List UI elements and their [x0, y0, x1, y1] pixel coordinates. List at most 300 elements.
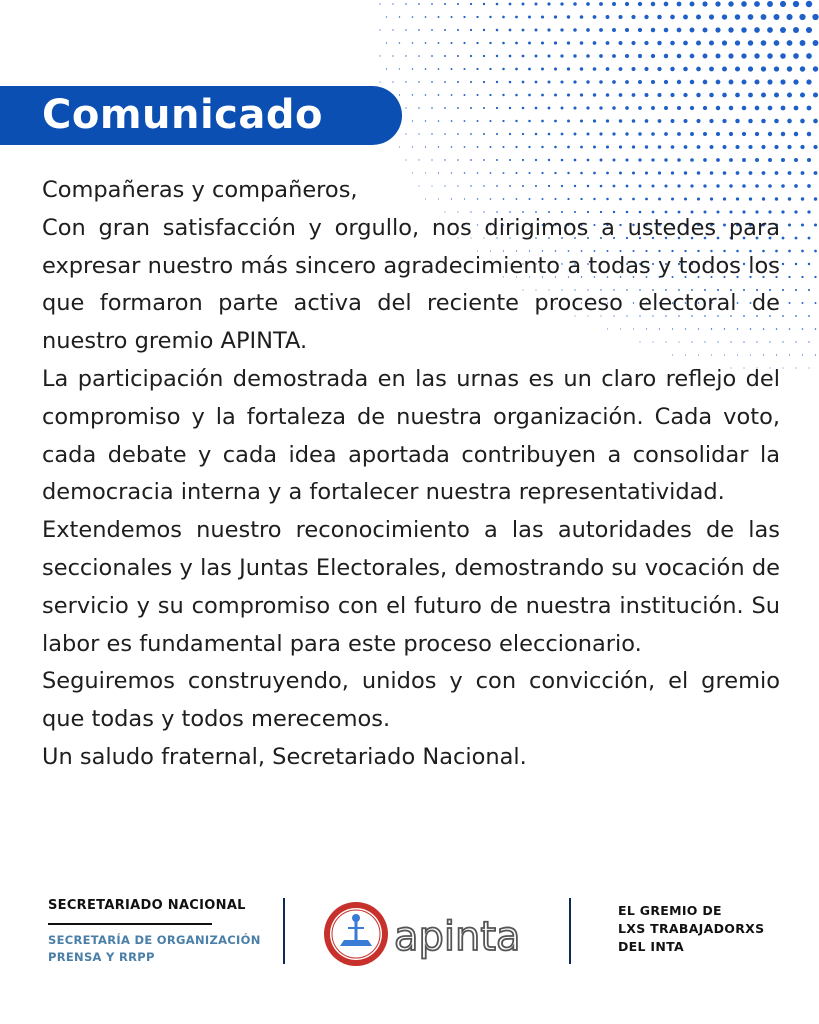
footer	[0, 880, 819, 990]
halftone-dot	[548, 107, 551, 110]
halftone-dot	[690, 54, 695, 59]
halftone-dot	[412, 120, 413, 121]
halftone-dot	[619, 67, 623, 71]
halftone-dot	[638, 132, 642, 136]
halftone-dot	[444, 107, 446, 109]
halftone-dot	[632, 119, 636, 123]
halftone-dot	[806, 27, 812, 33]
halftone-dot	[438, 68, 440, 70]
halftone-dot	[574, 159, 577, 162]
halftone-dot	[703, 80, 708, 85]
halftone-dot	[670, 67, 674, 71]
halftone-dot	[399, 42, 400, 43]
halftone-dot	[748, 14, 754, 20]
halftone-dot	[625, 2, 629, 6]
halftone-dot	[425, 68, 427, 70]
halftone-dot	[788, 223, 791, 226]
halftone-dot	[425, 94, 427, 96]
halftone-dot	[658, 119, 662, 123]
halftone-dot	[781, 210, 784, 213]
halftone-dot	[761, 145, 765, 149]
halftone-dot	[457, 55, 459, 57]
halftone-dot	[528, 146, 530, 148]
halftone-dot	[709, 14, 714, 19]
halftone-dot	[379, 29, 380, 30]
halftone-dot	[677, 132, 681, 136]
halftone-dot	[748, 40, 753, 45]
halftone-dot	[664, 132, 668, 136]
halftone-dot	[509, 55, 512, 58]
halftone-dot	[548, 81, 551, 84]
halftone-dot	[767, 79, 772, 84]
halftone-dot	[809, 368, 810, 369]
halftone-dot	[535, 81, 538, 84]
halftone-dot	[801, 250, 804, 253]
halftone-dot	[786, 14, 792, 20]
halftone-dot	[431, 159, 432, 160]
halftone-dot	[477, 120, 479, 122]
halftone-dot	[801, 276, 803, 278]
halftone-dot	[451, 94, 453, 96]
halftone-dot	[722, 40, 727, 45]
halftone-dot	[742, 158, 746, 162]
halftone-dot	[496, 55, 498, 57]
halftone-dot	[534, 28, 537, 31]
halftone-dot	[528, 68, 531, 71]
halftone-dot	[716, 80, 721, 85]
halftone-dot	[483, 55, 485, 57]
halftone-dot	[515, 68, 518, 71]
halftone-dot	[801, 197, 804, 200]
halftone-dot	[813, 66, 818, 71]
halftone-dot	[722, 119, 726, 123]
halftone-dot	[754, 27, 760, 33]
halftone-dot	[593, 119, 596, 122]
halftone-dot	[405, 133, 406, 134]
halftone-dot	[502, 120, 504, 122]
halftone-dot	[418, 55, 420, 57]
halftone-dot	[645, 93, 649, 97]
halftone-dot	[677, 2, 682, 7]
halftone-dot	[795, 315, 797, 317]
halftone-dot	[561, 159, 564, 162]
halftone-dot	[483, 133, 485, 135]
halftone-dot	[729, 132, 733, 136]
halftone-dot	[651, 80, 655, 84]
salutation: Compañeras y compañeros,	[42, 177, 358, 203]
halftone-dot	[573, 106, 576, 109]
halftone-dot	[457, 3, 459, 5]
halftone-dot	[573, 54, 576, 57]
halftone-dot	[522, 29, 525, 32]
halftone-dot	[808, 263, 810, 265]
halftone-dot	[386, 68, 387, 69]
halftone-dot	[755, 106, 760, 111]
halftone-dot	[709, 93, 714, 98]
halftone-dot	[612, 132, 615, 135]
halftone-dot	[709, 40, 714, 45]
halftone-dot	[392, 55, 393, 56]
halftone-dot	[405, 3, 407, 5]
halftone-dot	[677, 106, 681, 110]
halftone-dot	[522, 3, 525, 6]
halftone-dot	[464, 94, 466, 96]
halftone-dot	[774, 93, 779, 98]
halftone-dot	[789, 354, 790, 355]
halftone-dot	[761, 93, 766, 98]
halftone-dot	[451, 68, 453, 70]
halftone-dot	[664, 28, 669, 33]
halftone-dot	[535, 55, 538, 58]
halftone-dot	[528, 16, 531, 19]
halftone-dot	[554, 94, 557, 97]
halftone-dot	[625, 28, 629, 32]
halftone-dot	[625, 106, 629, 110]
halftone-dot	[470, 3, 472, 5]
halftone-dot	[612, 28, 616, 32]
paragraph-commitment: Seguiremos construyendo, unidos y con convicción, el gremio que todas y todos merecemos.	[42, 668, 780, 733]
halftone-dot	[496, 81, 498, 83]
footer-left-subtitle-1: SECRETARÍA DE ORGANIZACIÓN	[48, 933, 261, 947]
halftone-dot	[560, 54, 563, 57]
halftone-dot	[808, 289, 810, 291]
halftone-dot	[567, 41, 570, 44]
halftone-dot	[470, 29, 472, 31]
halftone-dot	[515, 94, 518, 97]
halftone-dot	[728, 1, 733, 6]
halftone-dot	[813, 119, 818, 124]
halftone-dot	[788, 171, 792, 175]
halftone-dot	[632, 93, 636, 97]
halftone-dot	[799, 14, 805, 20]
halftone-dot	[418, 133, 419, 134]
halftone-dot	[794, 158, 798, 162]
halftone-dot	[782, 341, 783, 342]
halftone-dot	[658, 145, 662, 149]
title-banner	[0, 86, 402, 145]
halftone-dot	[586, 80, 589, 83]
halftone-dot	[496, 29, 499, 32]
paragraph-recognition: Extendemos nuestro reconocimiento a las autoridades de las seccionales y las Juntas Electorales, demostrando su vocación de servicio y su compromiso con el futuro de nuestra institución. Su labor es fundamental para este proceso eleccionario.	[42, 517, 780, 657]
halftone-dot	[392, 29, 393, 30]
halftone-dot	[644, 67, 648, 71]
halftone-dot	[489, 16, 491, 18]
halftone-dot	[496, 107, 498, 109]
halftone-dot	[795, 237, 798, 240]
halftone-dot	[612, 2, 616, 6]
halftone-dot	[702, 1, 707, 6]
halftone-dot	[800, 66, 805, 71]
halftone-dot	[709, 119, 713, 123]
halftone-dot	[761, 14, 767, 20]
halftone-dot	[535, 133, 538, 136]
halftone-dot	[806, 1, 812, 7]
halftone-dot	[782, 237, 785, 240]
halftone-dot	[716, 106, 720, 110]
logo-wordmark: apinta	[394, 914, 521, 960]
halftone-dot	[670, 93, 674, 97]
halftone-dot	[457, 133, 459, 135]
halftone-dot	[748, 66, 753, 71]
halftone-dot	[580, 15, 584, 19]
halftone-dot	[795, 263, 797, 265]
halftone-dot	[489, 120, 491, 122]
halftone-dot	[795, 341, 796, 342]
halftone-dot	[509, 107, 511, 109]
halftone-dot	[755, 158, 759, 162]
halftone-dot	[709, 67, 714, 72]
halftone-dot	[457, 159, 459, 161]
halftone-dot	[735, 119, 739, 123]
halftone-dot	[567, 120, 570, 123]
halftone-dot	[677, 54, 682, 59]
halftone-dot	[664, 80, 668, 84]
halftone-dot	[638, 54, 642, 58]
halftone-dot	[587, 159, 590, 162]
halftone-dot	[392, 81, 393, 82]
halftone-dot	[599, 132, 602, 135]
halftone-dot	[741, 1, 747, 7]
halftone-dot	[789, 302, 791, 304]
halftone-dot	[567, 93, 570, 96]
halftone-dot	[814, 197, 817, 200]
halftone-dot	[754, 79, 759, 84]
halftone-dot	[761, 119, 766, 124]
halftone-dot	[783, 368, 784, 369]
halftone-dot	[774, 66, 779, 71]
halftone-dot	[619, 119, 622, 122]
halftone-dot	[406, 160, 407, 161]
halftone-dot	[573, 28, 576, 31]
halftone-dot	[567, 67, 570, 70]
halftone-dot	[788, 197, 791, 200]
halftone-dot	[768, 158, 772, 162]
halftone-dot	[463, 16, 465, 18]
halftone-dot	[606, 67, 610, 71]
halftone-dot	[463, 42, 465, 44]
halftone-dot	[561, 107, 564, 110]
halftone-dot	[431, 107, 433, 109]
halftone-dot	[780, 27, 786, 33]
halftone-dot	[522, 159, 524, 161]
halftone-dot	[670, 41, 675, 46]
halftone-dot	[683, 93, 687, 97]
halftone-dot	[464, 120, 466, 122]
halftone-dot	[696, 93, 700, 97]
halftone-dot	[509, 133, 511, 135]
halftone-dot	[580, 119, 583, 122]
halftone-dot	[657, 67, 661, 71]
halftone-dot	[418, 29, 420, 31]
halftone-dot	[464, 146, 466, 148]
halftone-dot	[586, 28, 590, 32]
halftone-dot	[696, 14, 701, 19]
halftone-dot	[788, 276, 790, 278]
halftone-dot	[451, 120, 453, 122]
halftone-dot	[425, 42, 427, 44]
halftone-dot	[728, 27, 733, 32]
halftone-dot	[515, 16, 518, 19]
halftone-dot	[586, 54, 590, 58]
halftone-dot	[638, 2, 642, 6]
halftone-dot	[593, 93, 596, 96]
halftone-dot	[444, 81, 446, 83]
halftone-dot	[815, 302, 817, 304]
halftone-dot	[671, 145, 675, 149]
halftone-dot	[677, 28, 682, 33]
halftone-dot	[781, 158, 785, 162]
halftone-dot	[438, 16, 440, 18]
halftone-dot	[522, 107, 525, 110]
halftone-dot	[683, 119, 687, 123]
halftone-dot	[599, 80, 603, 84]
halftone-dot	[528, 94, 531, 97]
halftone-dot	[793, 27, 799, 33]
halftone-dot	[782, 263, 784, 265]
footer-left-title: SECRETARIADO NACIONAL	[48, 898, 246, 913]
halftone-dot	[748, 93, 753, 98]
halftone-dot	[405, 29, 407, 31]
halftone-dot	[638, 80, 642, 84]
halftone-dot	[483, 159, 485, 161]
halftone-dot	[509, 29, 512, 32]
halftone-dot	[802, 354, 803, 355]
halftone-dot	[754, 53, 759, 58]
halftone-dot	[379, 55, 380, 56]
halftone-dot	[795, 289, 797, 291]
halftone-dot	[735, 145, 739, 149]
halftone-dot	[716, 158, 720, 162]
halftone-dot	[748, 119, 752, 123]
halftone-dot	[696, 119, 700, 123]
halftone-dot	[522, 133, 524, 135]
halftone-dot	[405, 107, 406, 108]
halftone-dot	[399, 146, 400, 147]
halftone-dot	[399, 68, 400, 69]
halftone-dot	[379, 81, 380, 82]
halftone-dot	[399, 94, 400, 95]
halftone-dot	[496, 133, 498, 135]
halftone-dot	[599, 106, 602, 109]
halftone-dot	[729, 106, 734, 111]
halftone-dot	[715, 53, 720, 58]
halftone-dot	[599, 2, 603, 6]
halftone-dot	[741, 27, 747, 33]
halftone-dot	[476, 16, 478, 18]
halftone-dot	[470, 55, 472, 57]
halftone-dot	[586, 2, 590, 6]
halftone-dot	[618, 15, 622, 19]
halftone-dot	[600, 159, 603, 162]
halftone-dot	[651, 54, 655, 58]
halftone-dot	[703, 54, 708, 59]
halftone-dot	[625, 158, 628, 161]
halftone-dot	[509, 3, 512, 6]
halftone-dot	[702, 27, 707, 32]
halftone-dot	[774, 145, 778, 149]
halftone-dot	[476, 94, 478, 96]
halftone-dot	[405, 55, 406, 56]
halftone-dot	[768, 106, 773, 111]
page-title: Comunicado	[42, 92, 323, 138]
halftone-dot	[431, 3, 433, 5]
halftone-dot	[657, 41, 661, 45]
halftone-dot	[444, 29, 446, 31]
halftone-dot	[812, 14, 818, 20]
halftone-dot	[651, 106, 655, 110]
halftone-dot	[741, 53, 746, 58]
halftone-dot	[547, 54, 550, 57]
halftone-dot	[418, 107, 419, 108]
halftone-dot	[651, 132, 655, 136]
halftone-dot	[722, 93, 727, 98]
halftone-dot	[625, 80, 629, 84]
halftone-dot	[748, 145, 752, 149]
halftone-dot	[612, 80, 616, 84]
halftone-dot	[638, 28, 642, 32]
halftone-dot	[444, 133, 446, 135]
halftone-dot	[657, 15, 662, 20]
halftone-dot	[554, 120, 557, 123]
halftone-dot	[625, 132, 628, 135]
halftone-dot	[742, 80, 747, 85]
halftone-dot	[807, 132, 811, 136]
halftone-dot	[431, 55, 433, 57]
halftone-dot	[496, 159, 498, 161]
halftone-dot	[431, 81, 433, 83]
halftone-dot	[625, 54, 629, 58]
halftone-dot	[489, 42, 491, 44]
halftone-dot	[606, 93, 610, 97]
halftone-dot	[457, 81, 459, 83]
halftone-dot	[807, 158, 811, 162]
halftone-dot	[787, 92, 792, 97]
halftone-dot	[528, 42, 531, 45]
halftone-dot	[651, 28, 655, 32]
halftone-dot	[515, 42, 518, 45]
halftone-dot	[793, 79, 798, 84]
halftone-dot	[450, 16, 452, 18]
halftone-dot	[794, 184, 798, 188]
halftone-dot	[664, 2, 669, 7]
halftone-dot	[802, 302, 804, 304]
halftone-dot	[664, 106, 668, 110]
halftone-dot	[554, 41, 557, 44]
halftone-dot	[793, 1, 799, 7]
halftone-dot	[767, 53, 773, 59]
halftone-dot	[782, 315, 784, 317]
halftone-dot	[651, 2, 655, 6]
halftone-dot	[548, 133, 551, 136]
footer-divider	[48, 923, 212, 925]
halftone-dot	[716, 132, 720, 136]
halftone-dot	[470, 159, 472, 161]
halftone-dot	[560, 28, 563, 31]
halftone-dot	[782, 289, 784, 291]
halftone-dot	[567, 15, 570, 18]
halftone-dot	[547, 28, 550, 31]
halftone-dot	[567, 146, 570, 149]
halftone-dot	[715, 27, 720, 32]
footer-separator-right	[569, 898, 571, 964]
halftone-dot	[793, 53, 799, 59]
halftone-dot	[813, 40, 819, 46]
halftone-dot	[502, 16, 505, 19]
halftone-dot	[638, 158, 641, 161]
halftone-dot	[515, 146, 517, 148]
halftone-dot	[807, 210, 810, 213]
halftone-dot	[470, 107, 472, 109]
